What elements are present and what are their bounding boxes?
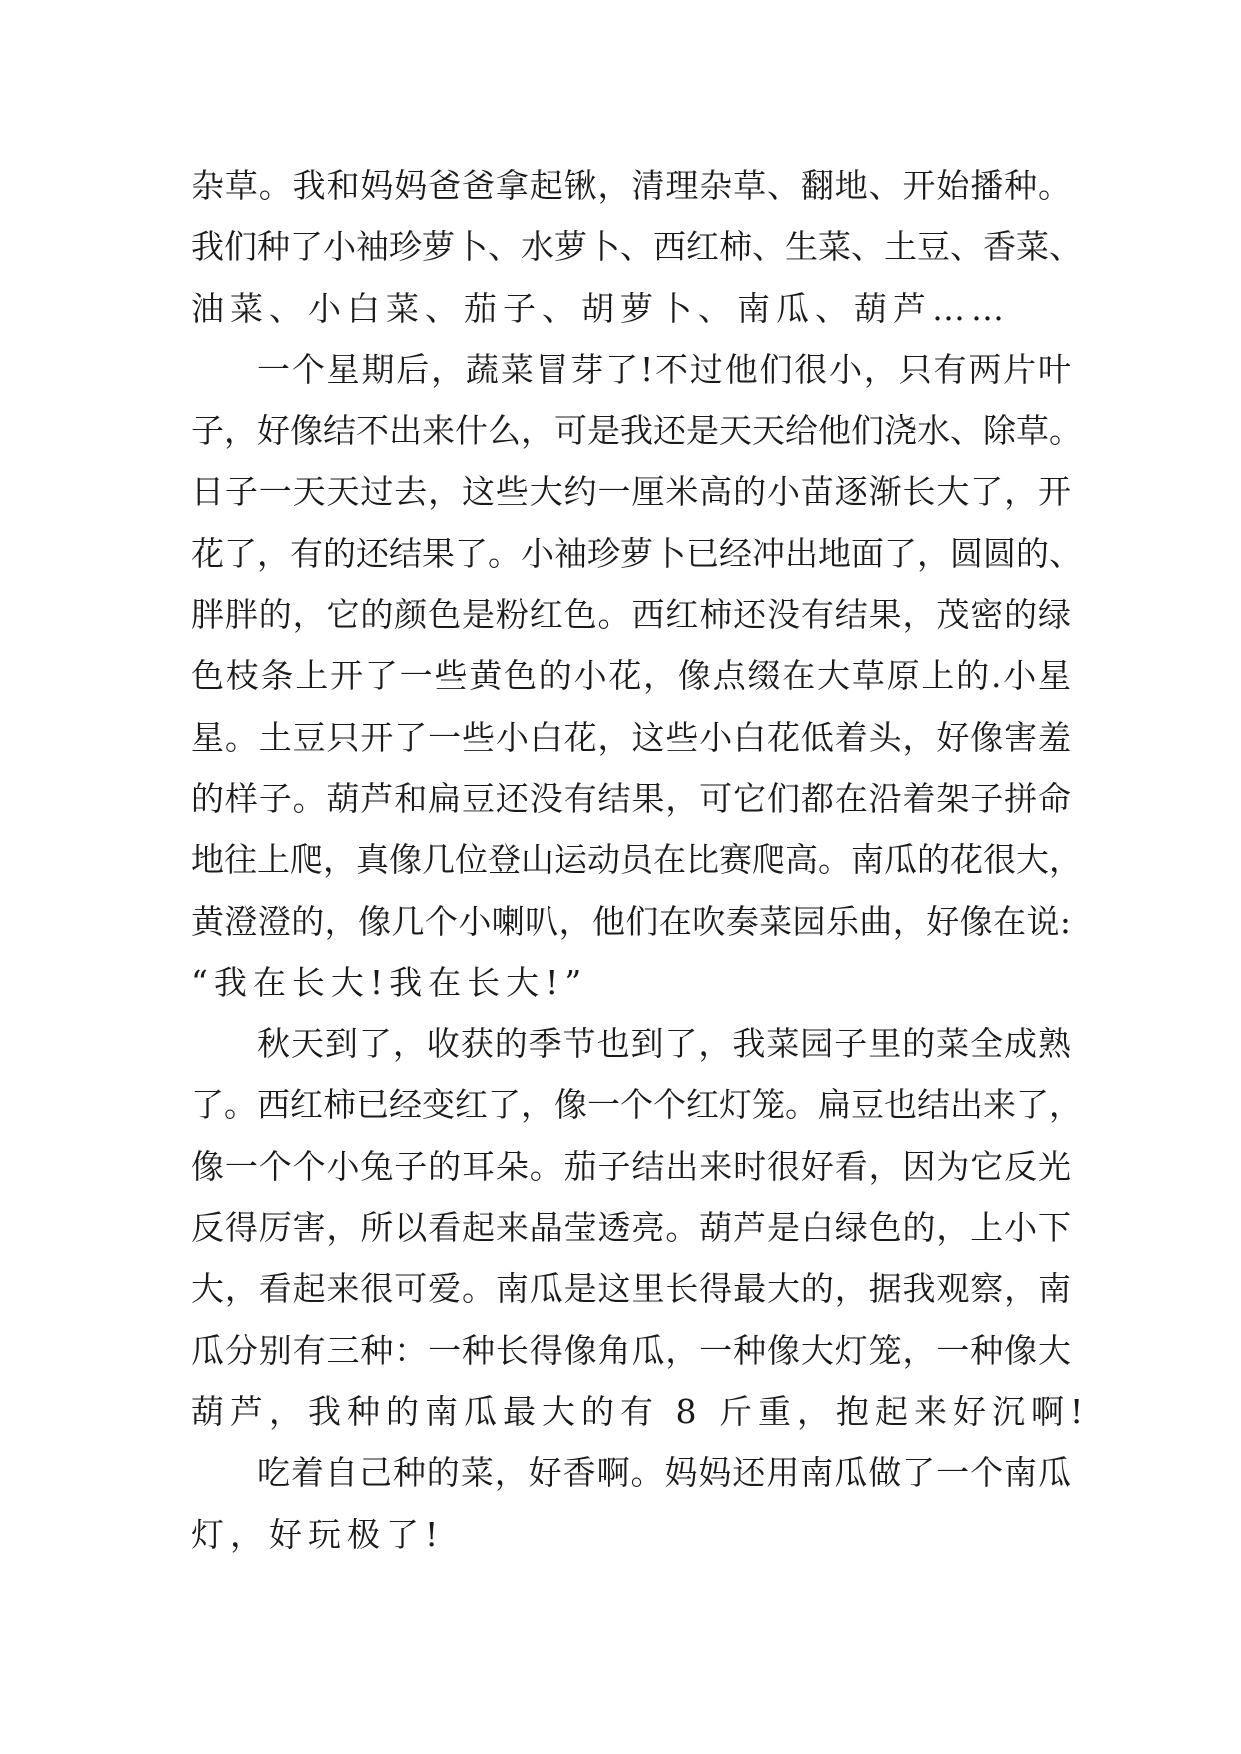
text-line: 大，看起来很可爱。南瓜是这里长得最大的，据我观察，南 [191, 1269, 1071, 1309]
text-line: 我们种了小袖珍萝卜、水萝卜、西红柿、生菜、土豆、香菜、 [191, 227, 1082, 267]
text-line: 的样子。葫芦和扁豆还没有结果，可它们都在沿着架子拼命 [191, 778, 1071, 818]
text-line: 吃着自己种的菜，好香啊。妈妈还用南瓜做了一个南瓜 [257, 1453, 1071, 1493]
text-line: 胖胖的，它的颜色是粉红色。西红柿还没有结果，茂密的绿 [191, 595, 1071, 635]
text-line: 子，好像结不出来什么，可是我还是天天给他们浇水、除草。 [191, 411, 1082, 451]
text-line: 日子一天天过去，这些大约一厘米高的小苗逐渐长大了，开 [191, 472, 1071, 512]
text-line: 杂草。我和妈妈爸爸拿起锹，清理杂草、翻地、开始播种。 [191, 166, 1071, 205]
text-line: 反得厉害，所以看起来晶莹透亮。葫芦是白绿色的，上小下 [191, 1208, 1071, 1248]
text-line: 黄澄澄的，像几个小喇叭，他们在吹奏菜园乐曲，好像在说: [191, 901, 1071, 941]
text-line: 秋天到了，收获的季节也到了，我菜园子里的菜全成熟 [257, 1024, 1071, 1064]
text-line: 像一个个小兔子的耳朵。茄子结出来时很好看，因为它反光 [191, 1146, 1071, 1186]
text-line: 一个星期后，蔬菜冒芽了!不过他们很小，只有两片叶 [257, 349, 1071, 389]
text-line: 了。西红柿已经变红了，像一个个红灯笼。扁豆也结出来了， [191, 1085, 1082, 1125]
text-line: 油菜、小白菜、茄子、胡萝卜、南瓜、葫芦…… [191, 288, 1010, 328]
text-line: 地往上爬，真像几位登山运动员在比赛爬高。南瓜的花很大， [191, 840, 1082, 880]
text-line: 灯，好玩极了! [191, 1514, 445, 1554]
text-line: 色枝条上开了一些黄色的小花，像点缀在大草原上的.小星 [191, 656, 1071, 696]
text-line: 花了，有的还结果了。小袖珍萝卜已经冲出地面了，圆圆的、 [191, 533, 1082, 573]
text-line: “我在长大!我在长大!” [191, 962, 588, 1002]
text-line: 星。土豆只开了一些小白花，这些小白花低着头，好像害羞 [191, 717, 1071, 757]
essay-body [191, 155, 1090, 1565]
text-line: 瓜分别有三种：一种长得像角瓜，一种像大灯笼，一种像大 [191, 1330, 1071, 1370]
text-line: 葫芦，我种的南瓜最大的有 8 斤重，抱起来好沉啊! [191, 1391, 1090, 1431]
